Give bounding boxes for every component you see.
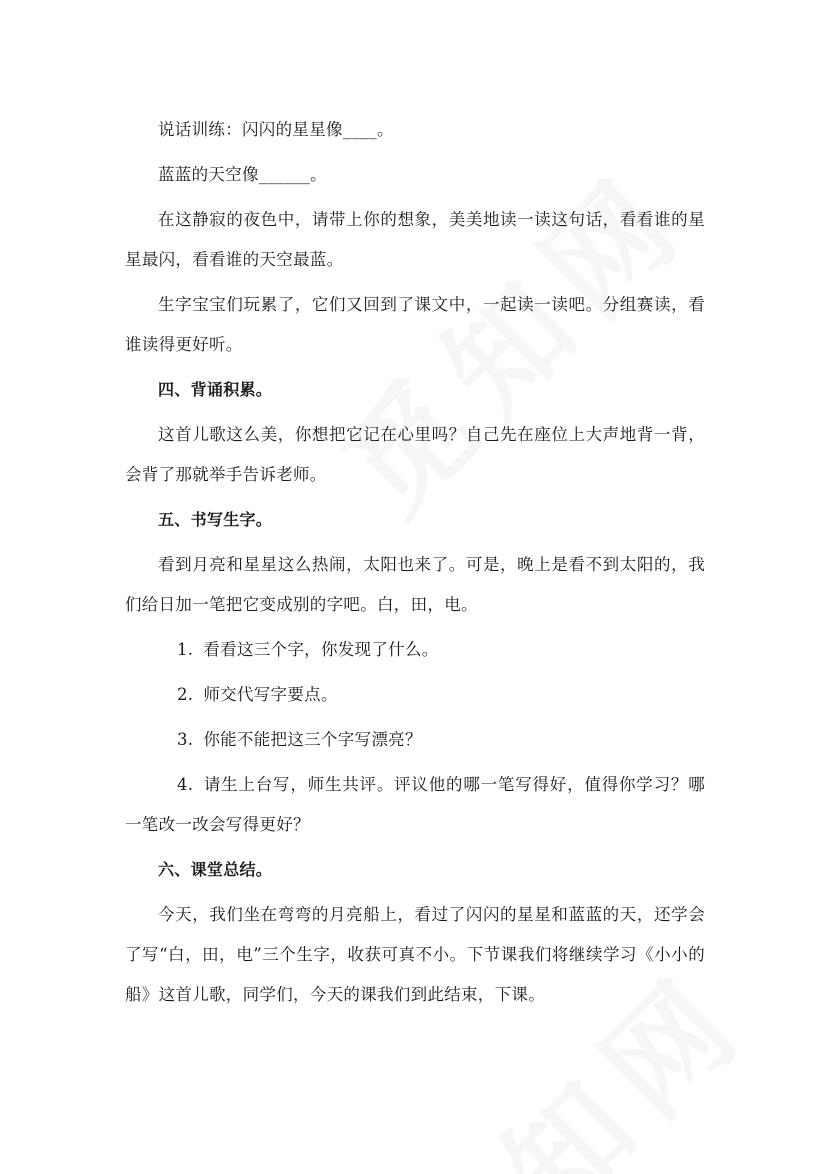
document-body	[125, 110, 705, 1020]
list-item: 4. 请生上台写，师生共评。评议他的哪一笔写得好，值得你学习？哪一笔改一改会写得更好？	[125, 775, 705, 834]
speaking-exercise-star: 说话训练：闪闪的星星像____。	[158, 120, 394, 139]
group-reading-paragraph: 生字宝宝们玩累了，它们又回到了课文中，一起读一读吧。分组赛读，看谁读得更好听。	[125, 295, 705, 354]
speaking-exercise-sky: 蓝蓝的天空像______。	[158, 165, 327, 184]
section-heading-writing: 五、书写生字。	[158, 510, 273, 529]
summary-paragraph: 今天，我们坐在弯弯的月亮船上，看过了闪闪的星星和蓝蓝的天，还学会了写“白，田，电”三个生字，收获可真不小。下节课我们将继续学习《小小的船》这首儿歌，同学们，今天的课我们到此结束，下课。	[125, 905, 705, 1004]
section-heading-recite: 四、背诵积累。	[158, 380, 273, 399]
list-item: 1. 看看这三个字，你发现了什么。	[177, 640, 439, 659]
list-item: 3. 你能不能把这三个字写漂亮？	[177, 730, 422, 749]
list-item: 2. 师交代写字要点。	[177, 685, 338, 704]
reading-instruction: 在这静寂的夜色中，请带上你的想象，美美地读一读这句话，看看谁的星星最闪，看看谁的天空最蓝。	[125, 210, 705, 269]
section-heading-summary: 六、课堂总结。	[158, 860, 273, 879]
writing-intro-paragraph: 看到月亮和星星这么热闹，太阳也来了。可是，晚上是看不到太阳的，我们给日加一笔把它变成别的字吧。白，田，电。	[125, 555, 705, 614]
recite-paragraph: 这首儿歌这么美，你想把它记在心里吗？自己先在座位上大声地背一背，会背了那就举手告诉老师。	[125, 425, 705, 484]
